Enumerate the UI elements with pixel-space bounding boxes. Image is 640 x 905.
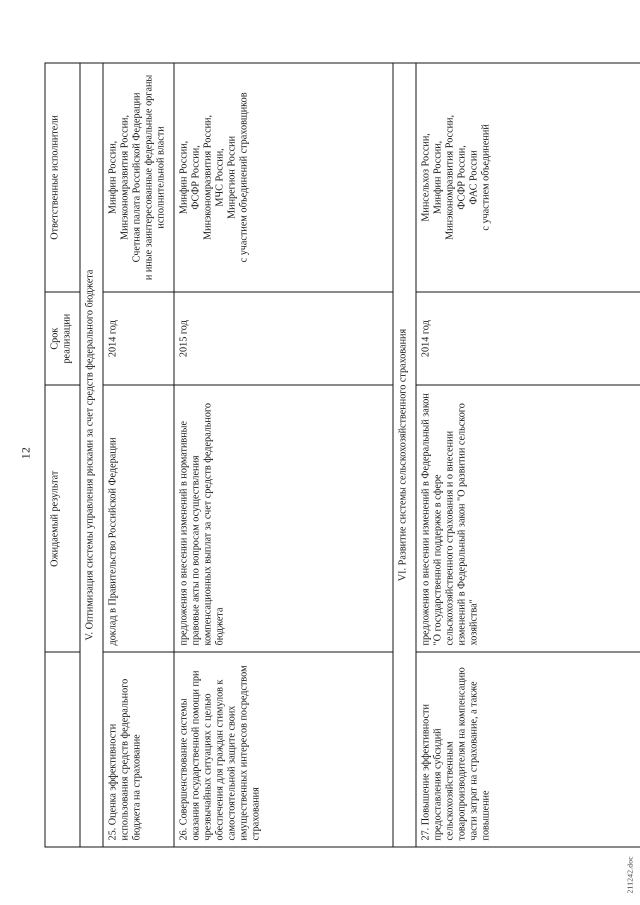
- row-term: 2015 год: [174, 291, 393, 385]
- table-row: [174, 63, 393, 847]
- row-exec: Минсельхоз России, Минфин России, Минэкономразвития России, ФСФР России, ФАС России с участием объединений: [416, 63, 640, 292]
- section-title-v: V. Оптимизация системы управления рисками за счет средств федерального бюджета: [80, 63, 103, 847]
- header-result: Ожидаемый результат: [45, 385, 80, 652]
- table-row: [416, 63, 640, 847]
- section-row-v: [80, 63, 103, 847]
- row-measure: 26. Совершенствование системы оказания государственной помощи при чрезвычайных ситуациях с целью обеспечения для граждан стимулов к самостоятельной защите своих имущественных интересов посредством страхования: [174, 651, 393, 846]
- section-row-vi: [393, 63, 416, 847]
- header-term-line1: Срок: [49, 327, 60, 350]
- row-result: предложения о внесении изменений в нормативные правовые акты по вопросам осуществления компенсационных выплат за счет средств федерального бюджета: [174, 385, 393, 652]
- page-number: 12: [20, 446, 32, 459]
- row-measure: 25. Оценка эффективности использования средств федерального бюджета на страхование: [103, 651, 174, 846]
- measures-table: [44, 62, 640, 847]
- header-term-line2: реализации: [61, 313, 73, 364]
- row-result: предложения о внесении изменений в Федеральный закон "О государственной поддержке в сфере сельскохозяйственного страхования и о внесении изменений в Федеральный закон "О развитии сельского хозяйства": [416, 385, 640, 652]
- row-term: 2014 год: [103, 291, 174, 385]
- header-exec: Ответственные исполнители: [45, 63, 80, 292]
- table-row: [103, 63, 174, 847]
- row-result: доклад в Правительство Российской Федерации: [103, 385, 174, 652]
- header-measure: [45, 651, 80, 846]
- row-exec: Минфин России, Минэкономразвития России, Счетная палата Российской Федерации и иные заинтересованные федеральные органы исполнительной власти: [103, 63, 174, 292]
- row-term: 2014 год: [416, 291, 640, 385]
- table-header: [45, 63, 80, 847]
- row-exec: Минфин России, ФСФР России, Минэкономразвития России, МЧС России, Минрегион России с участием объединений страховщиков: [174, 63, 393, 292]
- header-term: [45, 291, 80, 385]
- table-header-row: [45, 63, 80, 847]
- row-measure: 27. Повышение эффективности предоставления субсидий сельскохозяйственным товаропроизводителям на компенсацию части затрат на страхование, а также повышение: [416, 651, 640, 846]
- document-code: 211242.doc: [625, 855, 634, 893]
- table-body: [80, 63, 640, 847]
- section-title-vi: VI. Развитие системы сельскохозяйственного страхования: [393, 63, 416, 847]
